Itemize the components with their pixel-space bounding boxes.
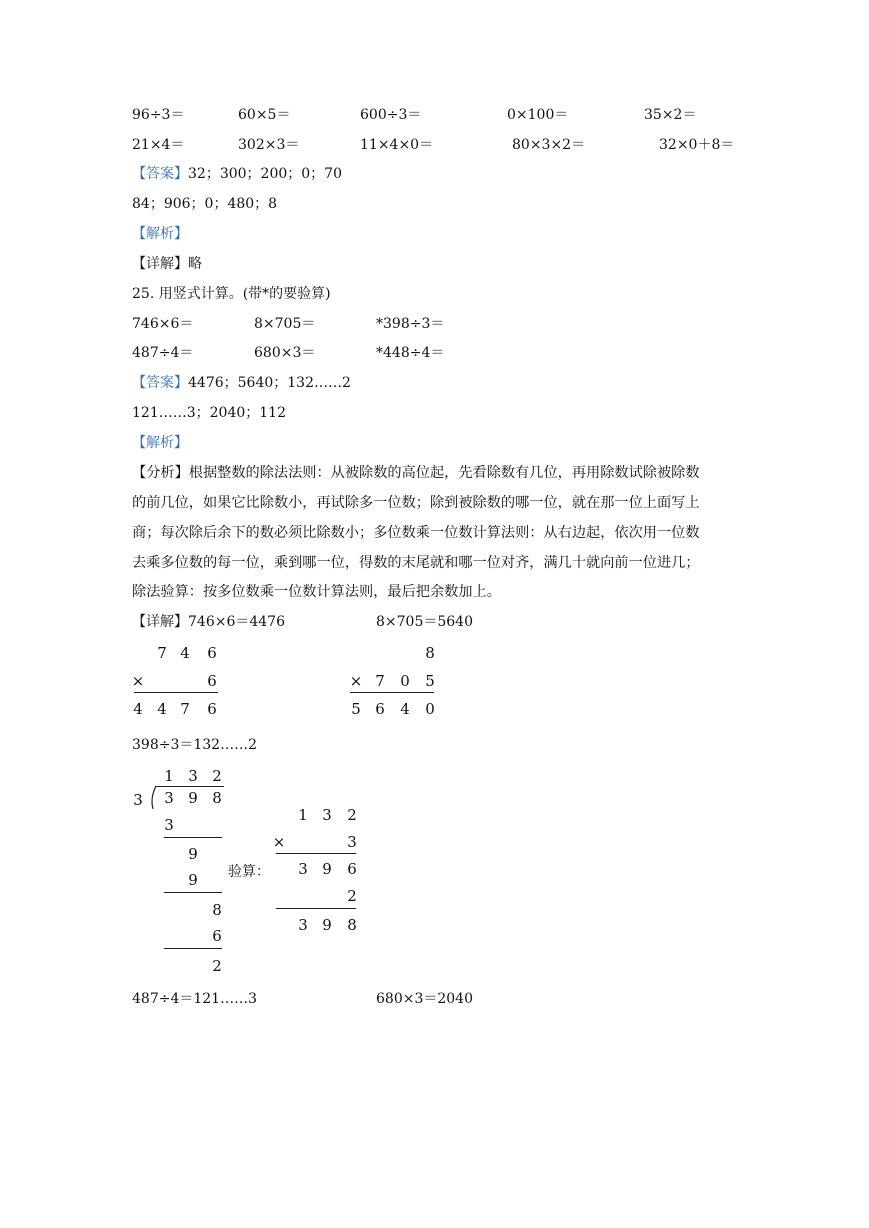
answer-tag: 【答案】	[132, 375, 188, 391]
equation: 80×3×2＝	[512, 137, 586, 153]
digit: 8	[212, 789, 222, 807]
equation: *398÷3＝	[376, 316, 445, 332]
digit: 9	[188, 845, 198, 863]
answer-text: 121……3；2040；112	[132, 405, 286, 421]
equation: 8×705＝	[254, 316, 316, 332]
digit: 6	[375, 700, 385, 718]
divisor: 3	[133, 791, 143, 809]
question-title: 25. 用竖式计算。(带*的要验算)	[132, 286, 331, 302]
digit: 3	[164, 789, 174, 807]
analysis-line: 的前几位，如果它比除数小，再试除多一位数；除到被除数的哪一位，就在那一位上面写上	[132, 495, 700, 511]
digit: 4	[180, 644, 190, 662]
equation: 398÷3＝132……2	[132, 737, 257, 753]
analysis-line: 【分析】根据整数的除法法则：从被除数的高位起，先看除数有几位，再用除数试除被除数	[132, 465, 700, 481]
digit: 1	[298, 806, 308, 824]
equation: 8×705＝5640	[376, 614, 473, 630]
rule-line	[134, 692, 218, 693]
analysis-tag: 【解析】	[132, 435, 188, 451]
analysis-tag: 【解析】	[132, 226, 188, 242]
detail-line	[132, 614, 285, 630]
division-bracket	[150, 786, 160, 810]
digit: 5	[425, 672, 435, 690]
digit: 0	[425, 700, 435, 718]
digit: 3	[298, 860, 308, 878]
digit: 4	[157, 700, 167, 718]
answer-text: 32；300；200；0；70	[188, 166, 342, 182]
digit: 7	[375, 672, 385, 690]
equation: 746×6＝4476	[188, 614, 285, 630]
times-sign: ×	[349, 672, 363, 690]
answer-text: 4476；5640；132……2	[188, 375, 351, 391]
digit: 9	[188, 789, 198, 807]
analysis-line: 商；每次除后余下的数必须比除数小；多位数乘一位数计算法则：从右边起，依次用一位数	[132, 525, 700, 541]
digit: 6	[207, 644, 217, 662]
equation: 487÷4＝	[132, 345, 194, 361]
digit: 2	[347, 806, 357, 824]
equation: 746×6＝	[132, 316, 194, 332]
analysis-line: 去乘多位数的每一位，乘到哪一位，得数的末尾就和哪一位对齐，满几十就向前一位进几；	[132, 555, 700, 571]
digit: 6	[212, 927, 222, 945]
answer-text: 84；906；0；480；8	[132, 196, 278, 212]
rule-line	[164, 948, 222, 949]
rule-line	[164, 837, 222, 838]
division-bar	[156, 786, 224, 787]
rule-line	[276, 853, 356, 854]
digit: 3	[322, 806, 332, 824]
equation: 96÷3＝	[132, 107, 185, 123]
digit: 3	[164, 816, 174, 834]
equation: 0×100＝	[507, 107, 569, 123]
digit: 6	[347, 860, 357, 878]
digit: 7	[157, 644, 167, 662]
digit: 0	[400, 672, 410, 690]
rule-line	[164, 892, 222, 893]
equation: *448÷4＝	[376, 345, 445, 361]
answer-line	[132, 375, 351, 391]
rule-line	[276, 908, 356, 909]
equation: 11×4×0＝	[360, 137, 434, 153]
equation: 60×5＝	[238, 107, 291, 123]
answer-tag: 【答案】	[132, 166, 188, 182]
digit: 6	[207, 700, 217, 718]
digit: 8	[425, 644, 435, 662]
digit: 2	[347, 887, 357, 905]
equation: 680×3＝2040	[376, 991, 473, 1007]
analysis-line: 除法验算：按多位数乘一位数计算法则，最后把余数加上。	[132, 584, 501, 600]
equation: 21×4＝	[132, 137, 185, 153]
equation: 32×0＋8＝	[659, 137, 735, 153]
detail-tag: 【详解】	[132, 614, 188, 630]
times-sign: ×	[272, 833, 286, 851]
detail-text: 【详解】略	[132, 256, 202, 272]
digit: 9	[188, 871, 198, 889]
digit: 9	[322, 916, 332, 934]
digit: 8	[212, 901, 222, 919]
digit: 2	[212, 767, 222, 785]
equation: 487÷4＝121……3	[132, 991, 257, 1007]
digit: 9	[322, 860, 332, 878]
digit: 2	[212, 957, 222, 975]
digit: 1	[164, 767, 174, 785]
check-label: 验算：	[228, 864, 270, 880]
digit: 5	[351, 700, 361, 718]
digit: 4	[133, 700, 143, 718]
digit: 8	[347, 916, 357, 934]
times-sign: ×	[131, 672, 145, 690]
answer-line	[132, 166, 342, 182]
equation: 600÷3＝	[360, 107, 422, 123]
equation: 680×3＝	[254, 345, 316, 361]
digit: 3	[347, 833, 357, 851]
digit: 3	[188, 767, 198, 785]
rule-line	[350, 692, 434, 693]
equation: 35×2＝	[644, 107, 697, 123]
equation: 302×3＝	[238, 137, 300, 153]
digit: 6	[207, 672, 217, 690]
digit: 7	[180, 700, 190, 718]
digit: 4	[400, 700, 410, 718]
digit: 3	[298, 916, 308, 934]
